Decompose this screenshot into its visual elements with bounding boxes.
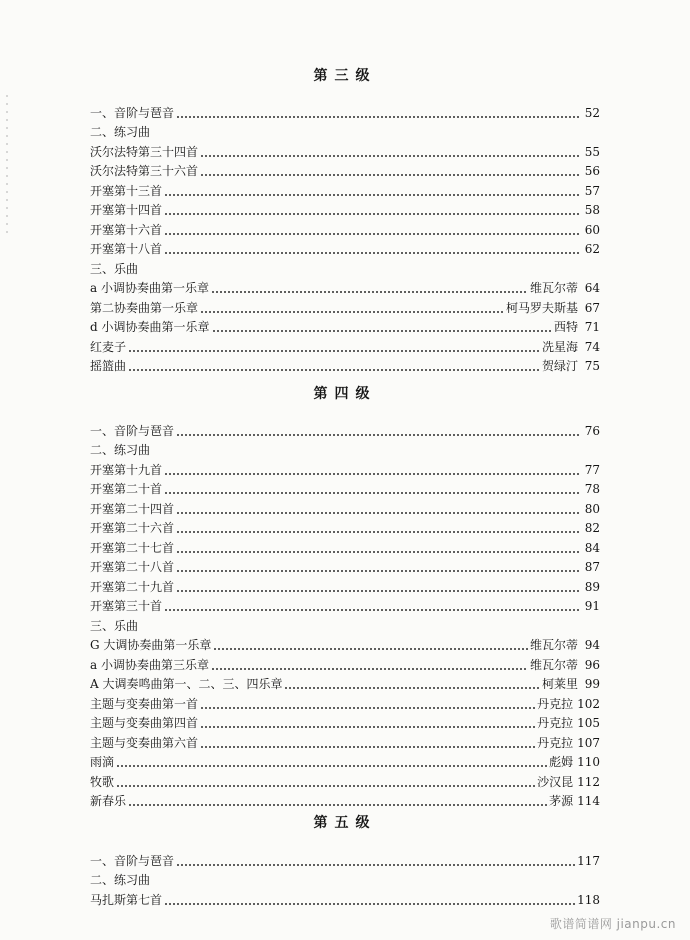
toc-entry <box>90 538 600 558</box>
dot-leader <box>164 185 580 197</box>
toc-entry-composer: 茅源 <box>549 794 574 809</box>
dot-leader <box>200 302 504 314</box>
toc-entry <box>90 675 600 695</box>
toc-entry-title: d 小调协奏曲第一乐章 <box>90 320 210 335</box>
toc-entry <box>90 694 600 714</box>
toc-entry <box>90 851 600 871</box>
toc-entry-title: 二、练习曲 <box>90 125 151 140</box>
dot-leader <box>200 717 535 729</box>
site-watermark: 歌谱简谱网 jianpu.cn <box>549 917 676 931</box>
toc-entry-page-number: 75 <box>584 359 600 374</box>
section-title-level-3: 第三级 <box>313 68 377 84</box>
section-title-level-4: 第四级 <box>313 386 377 402</box>
toc-entry-title: a 小调协奏曲第一乐章 <box>90 281 209 296</box>
scan-margin-mark <box>6 95 8 235</box>
toc-entry <box>90 519 600 539</box>
toc-entry-page-number: 58 <box>584 203 600 218</box>
toc-entry-page-number: 110 <box>577 755 600 770</box>
dot-leader <box>164 224 580 236</box>
section-title-level-5: 第五级 <box>313 815 377 831</box>
toc-entry-title: a 小调协奏曲第三乐章 <box>90 657 209 672</box>
toc-entry <box>90 357 600 377</box>
dot-leader <box>213 639 528 651</box>
toc-entry <box>90 162 600 182</box>
toc-entry-page-number: 82 <box>584 521 600 536</box>
toc-entry-title: 新春乐 <box>90 794 127 809</box>
toc-list-level-5 <box>90 851 600 910</box>
toc-entry <box>90 558 600 578</box>
toc-entry-page-number: 91 <box>584 599 600 614</box>
toc-entry-title: 雨滴 <box>90 755 115 770</box>
toc-entry-page-number: 67 <box>584 300 600 315</box>
toc-entry-page-number: 77 <box>584 462 600 477</box>
toc-entry <box>90 142 600 162</box>
toc-entry-title: 第二协奏曲第一乐章 <box>90 300 199 315</box>
dot-leader <box>176 581 580 593</box>
toc-entry-page-number: 76 <box>584 423 600 438</box>
toc-entry-page-number: 52 <box>584 105 600 120</box>
toc-entry-page-number: 56 <box>584 164 600 179</box>
toc-entry-composer: 维瓦尔蒂 <box>529 638 578 653</box>
toc-entry-title: 开塞第十九首 <box>90 462 163 477</box>
dot-leader <box>200 698 535 710</box>
toc-entry-page-number: 96 <box>584 657 600 672</box>
toc-entry <box>90 636 600 656</box>
toc-entry-title: 开塞第十六首 <box>90 222 163 237</box>
toc-entry-title: G 大调协奏曲第一乐章 <box>90 638 212 653</box>
toc-entry-title: 开塞第二十九首 <box>90 579 175 594</box>
toc-entry-title: 主题与变奏曲第一首 <box>90 696 199 711</box>
toc-entry <box>90 772 600 792</box>
toc-entry-title: 二、练习曲 <box>90 443 151 458</box>
toc-entry <box>90 181 600 201</box>
toc-entry-title: 一、音阶与琶音 <box>90 105 175 120</box>
toc-heading <box>90 441 600 461</box>
toc-entry <box>90 480 600 500</box>
toc-entry-page-number: 62 <box>584 242 600 257</box>
toc-entry <box>90 103 600 123</box>
toc-entry <box>90 597 600 617</box>
toc-entry-page-number: 89 <box>584 579 600 594</box>
toc-entry <box>90 714 600 734</box>
toc-entry-title: 三、乐曲 <box>90 618 139 633</box>
toc-entry <box>90 460 600 480</box>
toc-entry-page-number: 74 <box>584 339 600 354</box>
toc-entry-page-number: 118 <box>577 892 600 907</box>
dot-leader <box>211 282 528 294</box>
toc-entry-page-number: 84 <box>584 540 600 555</box>
dot-leader <box>176 425 580 437</box>
toc-entry-page-number: 94 <box>584 638 600 653</box>
toc-entry-title: 摇篮曲 <box>90 359 127 374</box>
toc-entry-title: 开塞第十四首 <box>90 203 163 218</box>
toc-entry-page-number: 112 <box>577 774 600 789</box>
toc-entry <box>90 890 600 910</box>
dot-leader <box>176 561 580 573</box>
toc-entry-composer: 丹克拉 <box>537 696 574 711</box>
toc-entry-page-number: 60 <box>584 222 600 237</box>
toc-entry-page-number: 78 <box>584 482 600 497</box>
toc-entry-title: 三、乐曲 <box>90 261 139 276</box>
toc-entry <box>90 298 600 318</box>
toc-entry-title: 开塞第二十首 <box>90 482 163 497</box>
toc-entry-title: 主题与变奏曲第四首 <box>90 716 199 731</box>
dot-leader <box>164 894 575 906</box>
toc-entry-title: 红麦子 <box>90 339 127 354</box>
toc-entry <box>90 499 600 519</box>
toc-entry-page-number: 114 <box>577 794 600 809</box>
toc-entry-composer: 柯莱里 <box>541 677 578 692</box>
toc-entry-title: 开塞第十八首 <box>90 242 163 257</box>
toc-entry-title: 开塞第二十六首 <box>90 521 175 536</box>
toc-entry-page-number: 71 <box>584 320 600 335</box>
toc-entry-title: 牧歌 <box>90 774 115 789</box>
dot-leader <box>128 795 547 807</box>
dot-leader <box>128 341 540 353</box>
toc-entry-page-number: 117 <box>577 853 600 868</box>
toc-list-level-4 <box>90 421 600 811</box>
toc-entry-title: 开塞第二十四首 <box>90 501 175 516</box>
toc-entry-composer: 沙汉昆 <box>537 774 574 789</box>
dot-leader <box>164 483 580 495</box>
toc-entry-page-number: 99 <box>584 677 600 692</box>
dot-leader <box>211 659 528 671</box>
dot-leader <box>176 107 580 119</box>
toc-entry <box>90 792 600 812</box>
toc-entry-composer: 丹克拉 <box>537 735 574 750</box>
dot-leader <box>200 737 535 749</box>
toc-list-level-3 <box>90 103 600 376</box>
dot-leader <box>164 464 580 476</box>
toc-entry-title: 开塞第十三首 <box>90 183 163 198</box>
toc-entry-page-number: 102 <box>577 696 600 711</box>
toc-entry-page-number: 57 <box>584 183 600 198</box>
toc-entry-title: 开塞第三十首 <box>90 599 163 614</box>
toc-entry-page-number: 107 <box>577 735 600 750</box>
toc-entry-composer: 西特 <box>553 320 578 335</box>
toc-entry-composer: 彪姆 <box>549 755 574 770</box>
dot-leader <box>212 321 552 333</box>
toc-heading <box>90 616 600 636</box>
toc-entry-composer: 冼星海 <box>541 339 578 354</box>
toc-entry <box>90 201 600 221</box>
toc-entry-page-number: 64 <box>584 281 600 296</box>
toc-entry <box>90 577 600 597</box>
toc-entry-page-number: 55 <box>584 144 600 159</box>
toc-heading <box>90 871 600 891</box>
toc-entry <box>90 421 600 441</box>
toc-entry-title: 开塞第二十七首 <box>90 540 175 555</box>
dot-leader <box>164 204 580 216</box>
dot-leader <box>284 678 540 690</box>
dot-leader <box>200 146 580 158</box>
toc-entry <box>90 655 600 675</box>
toc-entry-composer: 维瓦尔蒂 <box>529 281 578 296</box>
toc-entry-page-number: 87 <box>584 560 600 575</box>
toc-entry-composer: 贺绿汀 <box>541 359 578 374</box>
toc-entry <box>90 753 600 773</box>
dot-leader <box>176 542 580 554</box>
toc-entry-title: 一、音阶与琶音 <box>90 853 175 868</box>
toc-entry-composer: 柯马罗夫斯基 <box>505 300 578 315</box>
toc-entry-title: 沃尔法特第三十四首 <box>90 144 199 159</box>
dot-leader <box>176 855 575 867</box>
toc-heading <box>90 123 600 143</box>
dot-leader <box>176 522 580 534</box>
toc-entry-title: 二、练习曲 <box>90 873 151 888</box>
toc-entry-title: A 大调奏鸣曲第一、二、三、四乐章 <box>90 677 283 692</box>
toc-entry <box>90 733 600 753</box>
toc-entry-title: 沃尔法特第三十六首 <box>90 164 199 179</box>
toc-entry-page-number: 80 <box>584 501 600 516</box>
toc-entry-title: 开塞第二十八首 <box>90 560 175 575</box>
dot-leader <box>200 165 580 177</box>
dot-leader <box>164 243 580 255</box>
toc-entry-page-number: 105 <box>577 716 600 731</box>
dot-leader <box>128 360 540 372</box>
toc-entry <box>90 318 600 338</box>
toc-entry <box>90 220 600 240</box>
toc-entry <box>90 337 600 357</box>
toc-entry-composer: 维瓦尔蒂 <box>529 657 578 672</box>
dot-leader <box>116 756 547 768</box>
dot-leader <box>176 503 580 515</box>
toc-heading <box>90 259 600 279</box>
dot-leader <box>116 776 535 788</box>
toc-entry-title: 主题与变奏曲第六首 <box>90 735 199 750</box>
toc-entry-title: 马扎斯第七首 <box>90 892 163 907</box>
toc-entry-title: 一、音阶与琶音 <box>90 423 175 438</box>
dot-leader <box>164 600 580 612</box>
toc-entry-composer: 丹克拉 <box>537 716 574 731</box>
toc-entry <box>90 240 600 260</box>
toc-entry <box>90 279 600 299</box>
